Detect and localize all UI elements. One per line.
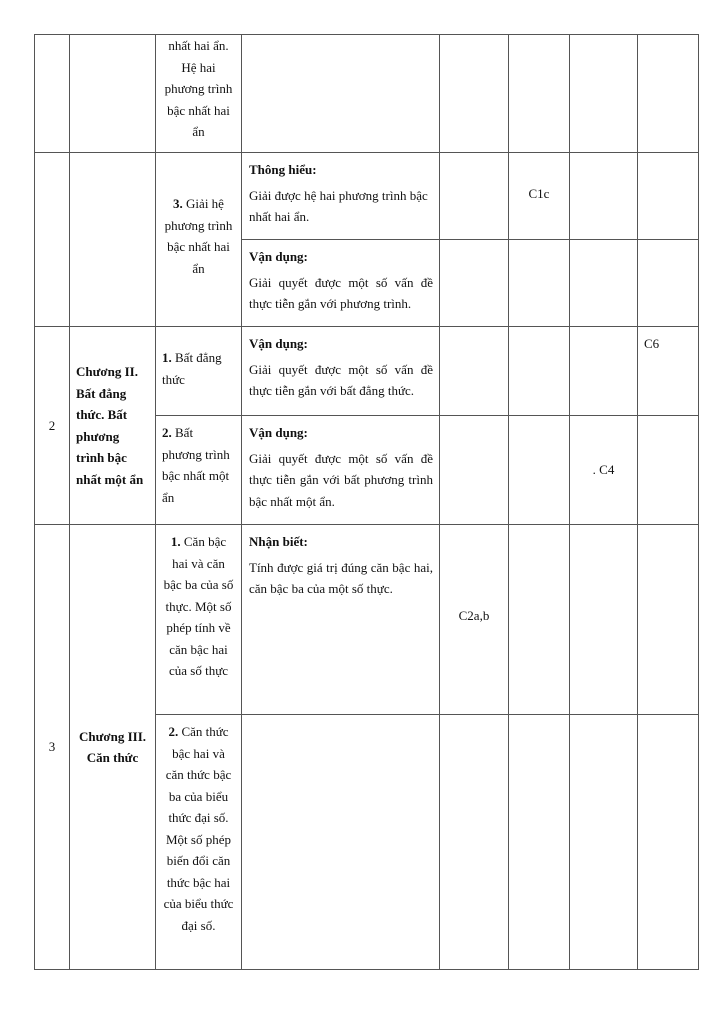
understand-cell — [509, 525, 570, 715]
unit-cell — [156, 327, 242, 416]
know-cell — [440, 327, 509, 416]
level-heading: Vận dụng: — [249, 336, 308, 351]
understand-cell — [509, 327, 570, 416]
requirement-cell — [242, 240, 440, 327]
row-number: 2 — [48, 417, 56, 433]
apply-cell — [570, 240, 638, 327]
unit-text: Bất phương trình bậc nhất một ẩn — [162, 425, 230, 505]
level-heading: Thông hiểu: — [249, 162, 317, 177]
know-cell — [440, 715, 509, 970]
understand-cell — [509, 153, 570, 240]
high-apply-cell — [638, 715, 699, 970]
unit-text: nhất hai ẩn. Hệ hai phương trình bậc nhất hai ẩn — [164, 38, 233, 139]
topic-cell — [70, 525, 156, 970]
apply-cell — [570, 153, 638, 240]
question-code: C6 — [644, 336, 660, 351]
know-cell — [440, 35, 509, 153]
know-cell — [440, 153, 509, 240]
unit-number: 1. — [162, 350, 172, 365]
chapter-title: Chương II. Bất đẳng thức. Bất phương trình bậc nhất một ẩn — [76, 364, 144, 487]
unit-cell — [156, 153, 242, 327]
unit-number: 1. — [170, 534, 181, 549]
unit-number: 2. — [168, 724, 179, 739]
requirement-text: Giải được hệ hai phương trình bậc nhất hai ẩn. — [249, 187, 428, 224]
apply-cell — [570, 327, 638, 416]
unit-number: 3. — [173, 196, 183, 211]
num-cell — [35, 153, 70, 327]
num-cell — [35, 327, 70, 525]
table-row — [35, 35, 699, 153]
requirement-text: Giải quyết được một số vấn đề thực tiễn gắn với phương trình. — [249, 274, 433, 311]
question-code: C2a,b — [458, 608, 490, 623]
table-row — [35, 327, 699, 416]
requirement-cell — [242, 153, 440, 240]
question-code: . C4 — [592, 462, 615, 478]
high-apply-cell — [638, 327, 699, 416]
high-apply-cell — [638, 240, 699, 327]
requirement-text: Giải quyết được một số vấn đề thực tiễn gắn với bất phương trình bậc nhất một ẩn. — [249, 450, 433, 509]
high-apply-cell — [638, 525, 699, 715]
num-cell — [35, 35, 70, 153]
requirement-cell — [242, 715, 440, 970]
assessment-matrix-table — [34, 34, 699, 970]
know-cell — [440, 525, 509, 715]
understand-cell — [509, 416, 570, 525]
high-apply-cell — [638, 416, 699, 525]
unit-text: Bất đẳng thức — [162, 350, 222, 387]
unit-text: Căn bậc hai và căn bậc ba của số thực. Một số phép tính về căn bậc hai của số thực — [163, 534, 234, 678]
apply-cell — [570, 525, 638, 715]
unit-cell — [156, 715, 242, 970]
apply-cell — [570, 35, 638, 153]
know-cell — [440, 416, 509, 525]
requirement-cell — [242, 35, 440, 153]
unit-number: 2. — [162, 425, 172, 440]
unit-cell — [156, 525, 242, 715]
topic-cell — [70, 153, 156, 327]
topic-cell — [70, 35, 156, 153]
unit-text: Giải hệ phương trình bậc nhất hai ẩn — [164, 196, 233, 276]
requirement-text: Giải quyết được một số vấn đề thực tiễn gắn với bất đẳng thức. — [249, 361, 433, 398]
understand-cell — [509, 715, 570, 970]
requirement-text: Tính được giá trị đúng căn bậc hai, căn bậc ba của một số thực. — [249, 559, 433, 596]
requirement-cell — [242, 416, 440, 525]
apply-cell — [570, 416, 638, 525]
high-apply-cell — [638, 153, 699, 240]
unit-cell — [156, 35, 242, 153]
understand-cell — [509, 240, 570, 327]
high-apply-cell — [638, 35, 699, 153]
question-code: C1c — [528, 186, 550, 201]
level-heading: Vận dụng: — [249, 425, 308, 440]
unit-text: Căn thức bậc hai và căn thức bậc ba của biểu thức đại số. Một số phép biến đổi căn thức bậc hai của biểu thức đại số. — [163, 724, 234, 933]
apply-cell — [570, 715, 638, 970]
unit-cell — [156, 416, 242, 525]
table-row — [35, 153, 699, 240]
level-heading: Nhận biết: — [249, 534, 308, 549]
table-row — [35, 525, 699, 715]
requirement-cell — [242, 327, 440, 416]
num-cell — [35, 525, 70, 970]
row-number: 3 — [48, 739, 56, 755]
topic-cell — [70, 327, 156, 525]
level-heading: Vận dụng: — [249, 249, 308, 264]
requirement-cell — [242, 525, 440, 715]
understand-cell — [509, 35, 570, 153]
know-cell — [440, 240, 509, 327]
chapter-title: Chương III. Căn thức — [78, 728, 147, 765]
